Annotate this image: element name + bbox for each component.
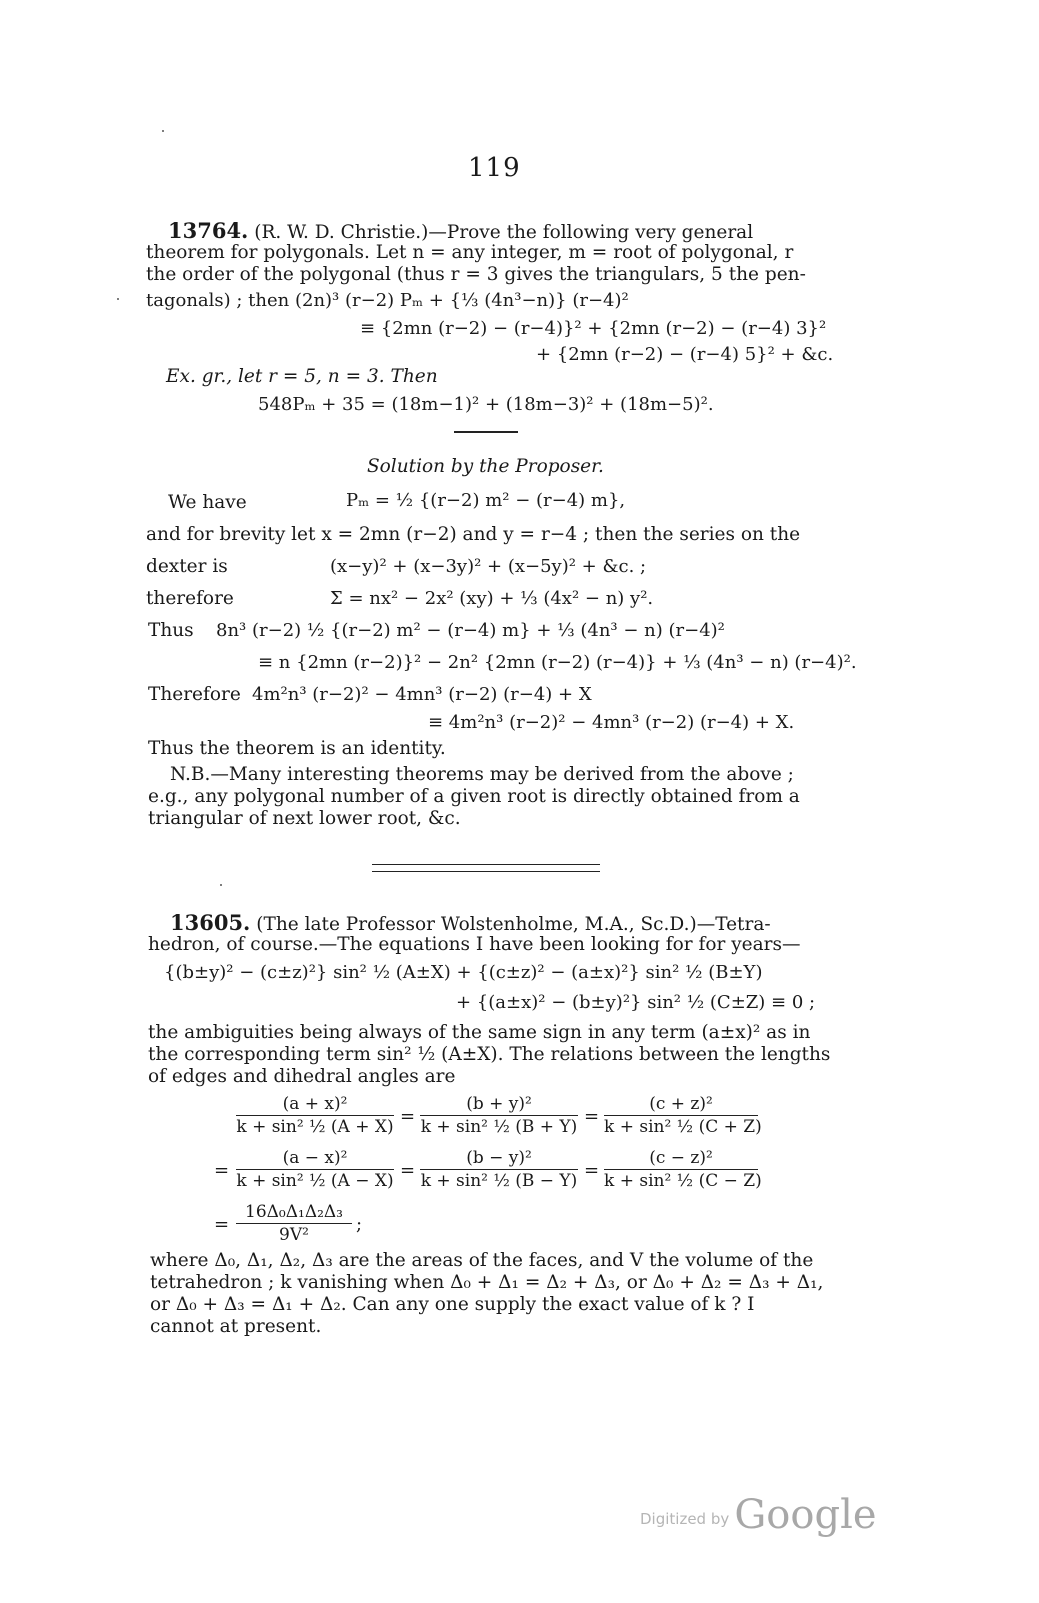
equation-line: ≡ {2mn (r−2) − (r−4)}² + {2mn (r−2) − (r−4) 3}² <box>360 318 827 339</box>
question-text-line: of edges and dihedral angles are <box>148 1066 456 1087</box>
solution-text: and for brevity let x = 2mn (r−2) and y = r−4 ; then the series on the <box>146 524 801 545</box>
fraction: (a + x)² k + sin² ½ (A + X) <box>236 1094 394 1137</box>
equals-sign: = <box>400 1106 416 1127</box>
question-text-line: theorem for polygonals. Let n = any integer, m = root of polygonal, r <box>146 242 794 263</box>
double-rule-bottom <box>372 871 600 872</box>
google-logo: Google <box>734 1492 877 1538</box>
section-divider <box>454 431 518 433</box>
question-13605-line-1: 13605. (The late Professor Wolstenholme, M.A., Sc.D.)—Tetra- <box>170 910 771 935</box>
page-number: 119 <box>468 153 521 183</box>
speck-mark <box>220 884 222 886</box>
question-number: 13605. <box>170 910 251 935</box>
solution-text: therefore <box>146 588 234 609</box>
digitized-by-google-watermark: Digitized by Google <box>640 1492 877 1538</box>
equals-sign: = <box>214 1160 230 1181</box>
equation-line: {(b±y)² − (c±z)²} sin² ½ (A±X) + {(c±z)² − (a±x)²} sin² ½ (B±Y) <box>164 962 763 983</box>
equals-sign: = <box>584 1160 600 1181</box>
question-text-line: the ambiguities being always of the same sign in any term (a±x)² as in <box>148 1022 811 1043</box>
note-text: triangular of next lower root, &c. <box>148 808 461 829</box>
equals-sign: = <box>584 1106 600 1127</box>
note-text: N.B.—Many interesting theorems may be derived from the above ; <box>170 764 794 785</box>
fraction: 16Δ₀Δ₁Δ₂Δ₃ 9V² <box>236 1202 352 1245</box>
equation-line: 548Pₘ + 35 = (18m−1)² + (18m−3)² + (18m−5)². <box>258 394 714 415</box>
equation-line: ≡ 4m²n³ (r−2)² − 4mn³ (r−2) (r−4) + X. <box>428 712 795 733</box>
semicolon: ; <box>356 1214 363 1235</box>
example-line: Ex. gr., let r = 5, n = 3. Then <box>166 366 438 387</box>
question-text-line: hedron, of course.—The equations I have been looking for for years— <box>148 934 801 955</box>
double-rule-top <box>372 864 600 865</box>
fraction: (c + z)² k + sin² ½ (C + Z) <box>604 1094 762 1137</box>
equation-line: (x−y)² + (x−3y)² + (x−5y)² + &c. ; <box>330 556 647 577</box>
equation-line: + {(a±x)² − (b±y)²} sin² ½ (C±Z) ≡ 0 ; <box>456 992 816 1013</box>
equation-line: + {2mn (r−2) − (r−4) 5}² + &c. <box>536 344 834 365</box>
equation-line: tagonals) ; then (2n)³ (r−2) Pₘ + {⅓ (4n³−n)} (r−4)² <box>146 290 629 311</box>
closing-text: tetrahedron ; k vanishing when Δ₀ + Δ₁ = Δ₂ + Δ₃, or Δ₀ + Δ₂ = Δ₃ + Δ₁, <box>150 1272 824 1293</box>
solution-text: Thus <box>148 620 194 641</box>
closing-text: or Δ₀ + Δ₃ = Δ₁ + Δ₂. Can any one supply the exact value of k ? I <box>150 1294 755 1315</box>
fraction: (b − y)² k + sin² ½ (B − Y) <box>420 1148 578 1191</box>
speck-mark <box>117 298 119 300</box>
equals-sign: = <box>214 1214 230 1235</box>
solution-heading: Solution by the Proposer. <box>367 456 604 477</box>
equation-line: 4m²n³ (r−2)² − 4mn³ (r−2) (r−4) + X <box>252 684 592 705</box>
solution-text: Therefore <box>148 684 241 705</box>
closing-text: where Δ₀, Δ₁, Δ₂, Δ₃ are the areas of the faces, and V the volume of the <box>150 1250 814 1271</box>
fraction: (b + y)² k + sin² ½ (B + Y) <box>420 1094 578 1137</box>
speck-mark <box>162 130 164 132</box>
question-number: 13764. <box>168 218 249 243</box>
equation-line: 8n³ (r−2) ½ {(r−2) m² − (r−4) m} + ⅓ (4n³ − n) (r−4)² <box>216 620 725 641</box>
note-text: e.g., any polygonal number of a given root is directly obtained from a <box>148 786 800 807</box>
equation-line: Σ = nx² − 2x² (xy) + ⅓ (4x² − n) y². <box>330 588 654 609</box>
equation-line: ≡ n {2mn (r−2)}² − 2n² {2mn (r−2) (r−4)} + ⅓ (4n³ − n) (r−4)². <box>258 652 857 673</box>
question-text-line: the corresponding term sin² ½ (A±X). The relations between the lengths <box>148 1044 831 1065</box>
equation-line: Pₘ = ½ {(r−2) m² − (r−4) m}, <box>346 490 626 511</box>
closing-text: cannot at present. <box>150 1316 322 1337</box>
fraction: (c − z)² k + sin² ½ (C − Z) <box>604 1148 762 1191</box>
question-13764-line-1: 13764. (R. W. D. Christie.)—Prove the following very general <box>168 218 754 243</box>
equals-sign: = <box>400 1160 416 1181</box>
solution-text: We have <box>168 492 247 513</box>
fraction: (a − x)² k + sin² ½ (A − X) <box>236 1148 394 1191</box>
solution-text: Thus the theorem is an identity. <box>148 738 446 759</box>
question-text-line: the order of the polygonal (thus r = 3 gives the triangulars, 5 the pen- <box>146 264 806 285</box>
solution-text: dexter is <box>146 556 228 577</box>
